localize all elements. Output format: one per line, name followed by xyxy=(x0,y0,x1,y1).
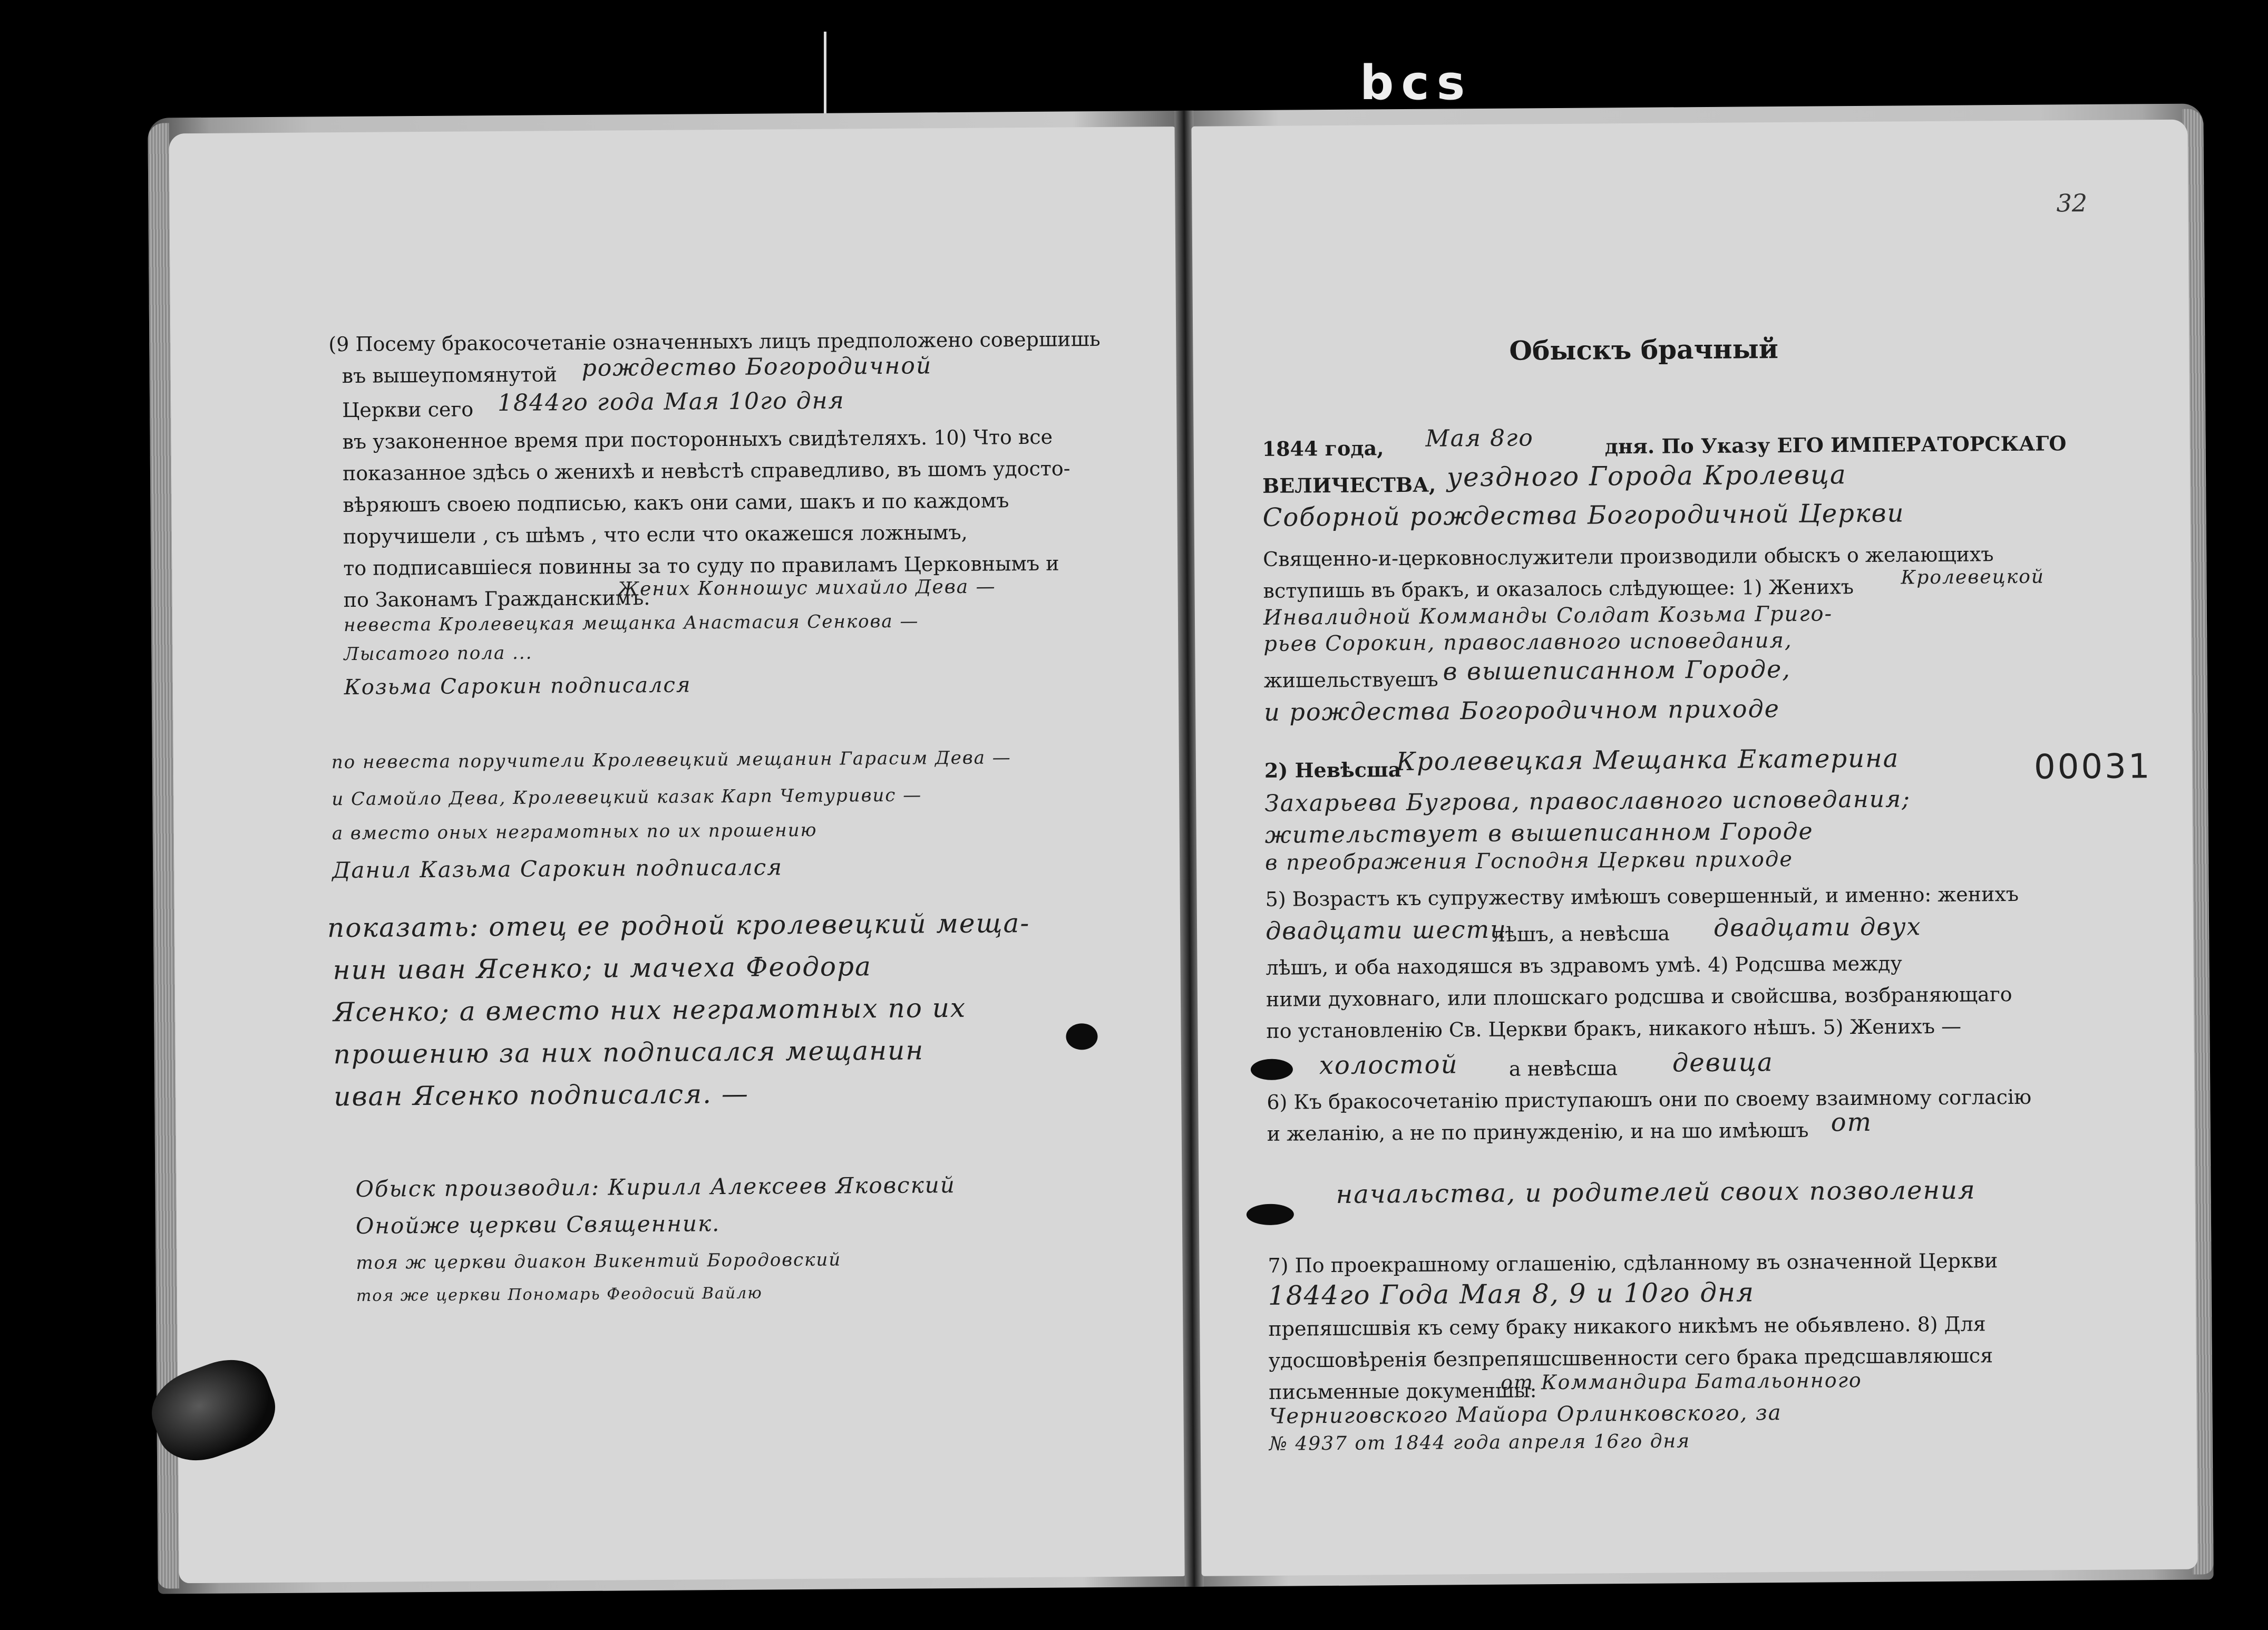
printed-line: по установленію Св. Церкви бракъ, никакого нѣшъ. 5) Женихъ — xyxy=(1266,1014,1962,1043)
handwritten-line: и рождества Богородичном приходе xyxy=(1264,694,1780,726)
handwritten-line: начальства, и родителей своих позволения xyxy=(1336,1175,1976,1209)
handwritten-line: № 4937 от 1844 года апреля 16го дня xyxy=(1269,1430,1691,1455)
handwritten-line: в вышеписанном Городе, xyxy=(1443,654,1792,686)
handwritten-line: а вместо оных неграмотных по их прошению xyxy=(332,819,817,845)
printed-line: поручишели , съ шѣмъ , что если что окажешся ложнымъ, xyxy=(343,520,968,549)
printed-line: по Законамъ Гражданскимъ. xyxy=(343,586,650,612)
handwritten-line: показать: отец ее родной кролевецкий меща- xyxy=(327,907,1030,944)
printed-line: 5) Возрастъ къ супружеству имѣюшъ совершенный, и именно: женихъ xyxy=(1265,882,2019,911)
handwritten-line: Лысатого пола ... xyxy=(344,642,533,665)
handwritten-line: 1844го года Мая 10го дня xyxy=(497,387,845,417)
printed-line: препяшсшвія къ сему браку никакого никѣмъ не обьявлено. 8) Для xyxy=(1268,1312,1986,1341)
right-page xyxy=(1191,120,2197,1576)
folio-number: 32 xyxy=(2056,188,2088,218)
handwritten-line: жительствует в вышеписанном Городе xyxy=(1264,818,1814,849)
printed-line: то подписавшіеся повинны за то суду по правиламъ Церковнымъ и xyxy=(343,551,1059,580)
handwritten-line: двадцати двух xyxy=(1713,912,1922,942)
handwritten-line: Захарьева Бугрова, православного исповедания; xyxy=(1264,785,1911,817)
handwritten-line: холостой xyxy=(1319,1050,1458,1081)
handwritten-line: рождество Богородичной xyxy=(581,352,932,382)
page-title: Обыскъ брачный xyxy=(1509,333,1779,366)
handwritten-line: Обыск производил: Кирилл Алексеев Яковский xyxy=(355,1171,956,1202)
printed-line: и желанію, а не по принужденію, и на шо имѣюшъ xyxy=(1267,1118,1809,1146)
handwritten-line: Мая 8го xyxy=(1425,424,1534,452)
handwritten-line: Козьма Сарокин подписался xyxy=(344,673,692,700)
handwritten-line: 1844го Года Мая 8, 9 и 10го дня xyxy=(1268,1277,1755,1311)
printed-line: ними духовнаго, или плошскаго родсшва и свойсшва, возбраняющаго xyxy=(1266,982,2012,1011)
handwritten-line: Данил Казьма Сарокин подписался xyxy=(332,854,783,884)
handwritten-line: девица xyxy=(1672,1047,1774,1078)
printed-line: вступишь въ бракъ, и оказалось слѣдующее: 1) Женихъ xyxy=(1263,575,1854,603)
printed-line: 1844 года, xyxy=(1262,436,1384,461)
handwritten-line: уездного Города Кролевца xyxy=(1446,459,1847,493)
printed-line: 7) По проекрашному оглашенію, сдѣланному въ означенной Церкви xyxy=(1268,1249,1998,1277)
handwritten-line: Ясенко; а вместо них неграмотных по их xyxy=(333,992,967,1028)
printed-line: въ вышеупомянутой xyxy=(342,363,557,388)
printed-line: вѣряюшъ своею подписью, какъ они сами, шакъ и по каждомъ xyxy=(343,489,1009,517)
handwritten-line: тоя же церкви Пономарь Феодосий Вайлю xyxy=(356,1284,763,1305)
handwritten-line: Кролевецкой xyxy=(1901,566,2045,589)
handwritten-line: Инвалидной Комманды Солдат Козьма Григо- xyxy=(1263,601,1833,630)
printed-line: Священно-и-церковнослужители производили обыскъ о желающихъ xyxy=(1263,542,1994,571)
printed-line: лѣшъ, и оба находяшся въ здравомъ умѣ. 4) Родсшва между xyxy=(1266,952,1902,979)
handwritten-line: Кролевецкая Мещанка Екатерина xyxy=(1396,743,1900,777)
left-page xyxy=(169,127,1185,1583)
handwritten-line: Жених Конношус михайло Дева — xyxy=(617,576,996,600)
handwritten-line: тоя ж церкви диакон Викентий Бородовский xyxy=(356,1249,842,1274)
handwritten-line: от Коммандира Батальонного xyxy=(1500,1369,1862,1394)
handwritten-line: Черниговского Майора Орлинковского, за xyxy=(1269,1401,1782,1429)
handwritten-line: иван Ясенко подписался. — xyxy=(334,1078,749,1112)
printed-line: въ узаконенное время при посторонныхъ свидѣтеляхъ. 10) Что все xyxy=(342,425,1053,454)
handwritten-line: по невеста поручители Кролевецкий мещанин Гарасим Дева — xyxy=(331,747,1011,773)
archive-stamp-number: 00031 xyxy=(2033,747,2152,787)
handwritten-line: невеста Кролевецкая мещанка Анастасия Сенкова — xyxy=(343,610,919,636)
printed-line: а невѣсша xyxy=(1508,1056,1618,1081)
handwritten-line: нин иван Ясенко; и мачеха Феодора xyxy=(333,951,872,986)
printed-line: удосшовѣренія безпрепяшсшвенности сего брака предсшавляюшся xyxy=(1268,1344,1993,1372)
printed-line: показанное здѣсь о женихѣ и невѣстѣ справедливо, въ шомъ удосто- xyxy=(342,457,1070,486)
printed-line: дня. По Указу ЕГО ИМПЕРАТОРСКАГО xyxy=(1604,431,2067,459)
open-register-book xyxy=(148,103,2213,1594)
handwritten-line: от xyxy=(1831,1107,1873,1138)
ink-blot xyxy=(1066,1023,1097,1050)
handwritten-line: рьев Сорокин, православного исповедания, xyxy=(1263,628,1793,656)
printed-line: жишельствуешъ xyxy=(1263,667,1438,692)
handwritten-line: двадцати шести xyxy=(1265,915,1507,945)
ink-blot xyxy=(1251,1059,1293,1081)
top-film-mark: bcs xyxy=(1360,55,1473,111)
handwritten-line: Онойже церкви Священник. xyxy=(355,1210,721,1239)
handwritten-line: прошению за них подписался мещанин xyxy=(333,1035,924,1070)
printed-line: Церкви сего xyxy=(342,397,474,422)
printed-line: ВЕЛИЧЕСТВА, xyxy=(1262,472,1436,498)
handwritten-line: и Самойло Дева, Кролевецкий казак Карп Четуривис — xyxy=(332,784,922,810)
printed-line: (9 Посему бракосочетаніе означенныхъ лицъ предположено совершишь xyxy=(328,327,1101,356)
printed-line: 6) Къ бракосочетанію приступаюшъ они по своему взаимному согласію xyxy=(1267,1085,2032,1114)
printed-line: письменные докуменшы: xyxy=(1269,1379,1537,1404)
ink-blot xyxy=(1247,1204,1294,1226)
handwritten-line: Соборной рождества Богородичной Церкви xyxy=(1262,498,1905,532)
printed-line: лѣшъ, а невѣсша xyxy=(1492,921,1670,946)
handwritten-line: в преображения Господня Церкви приходе xyxy=(1265,847,1794,875)
printed-line: 2) Невѣсша xyxy=(1264,758,1401,782)
